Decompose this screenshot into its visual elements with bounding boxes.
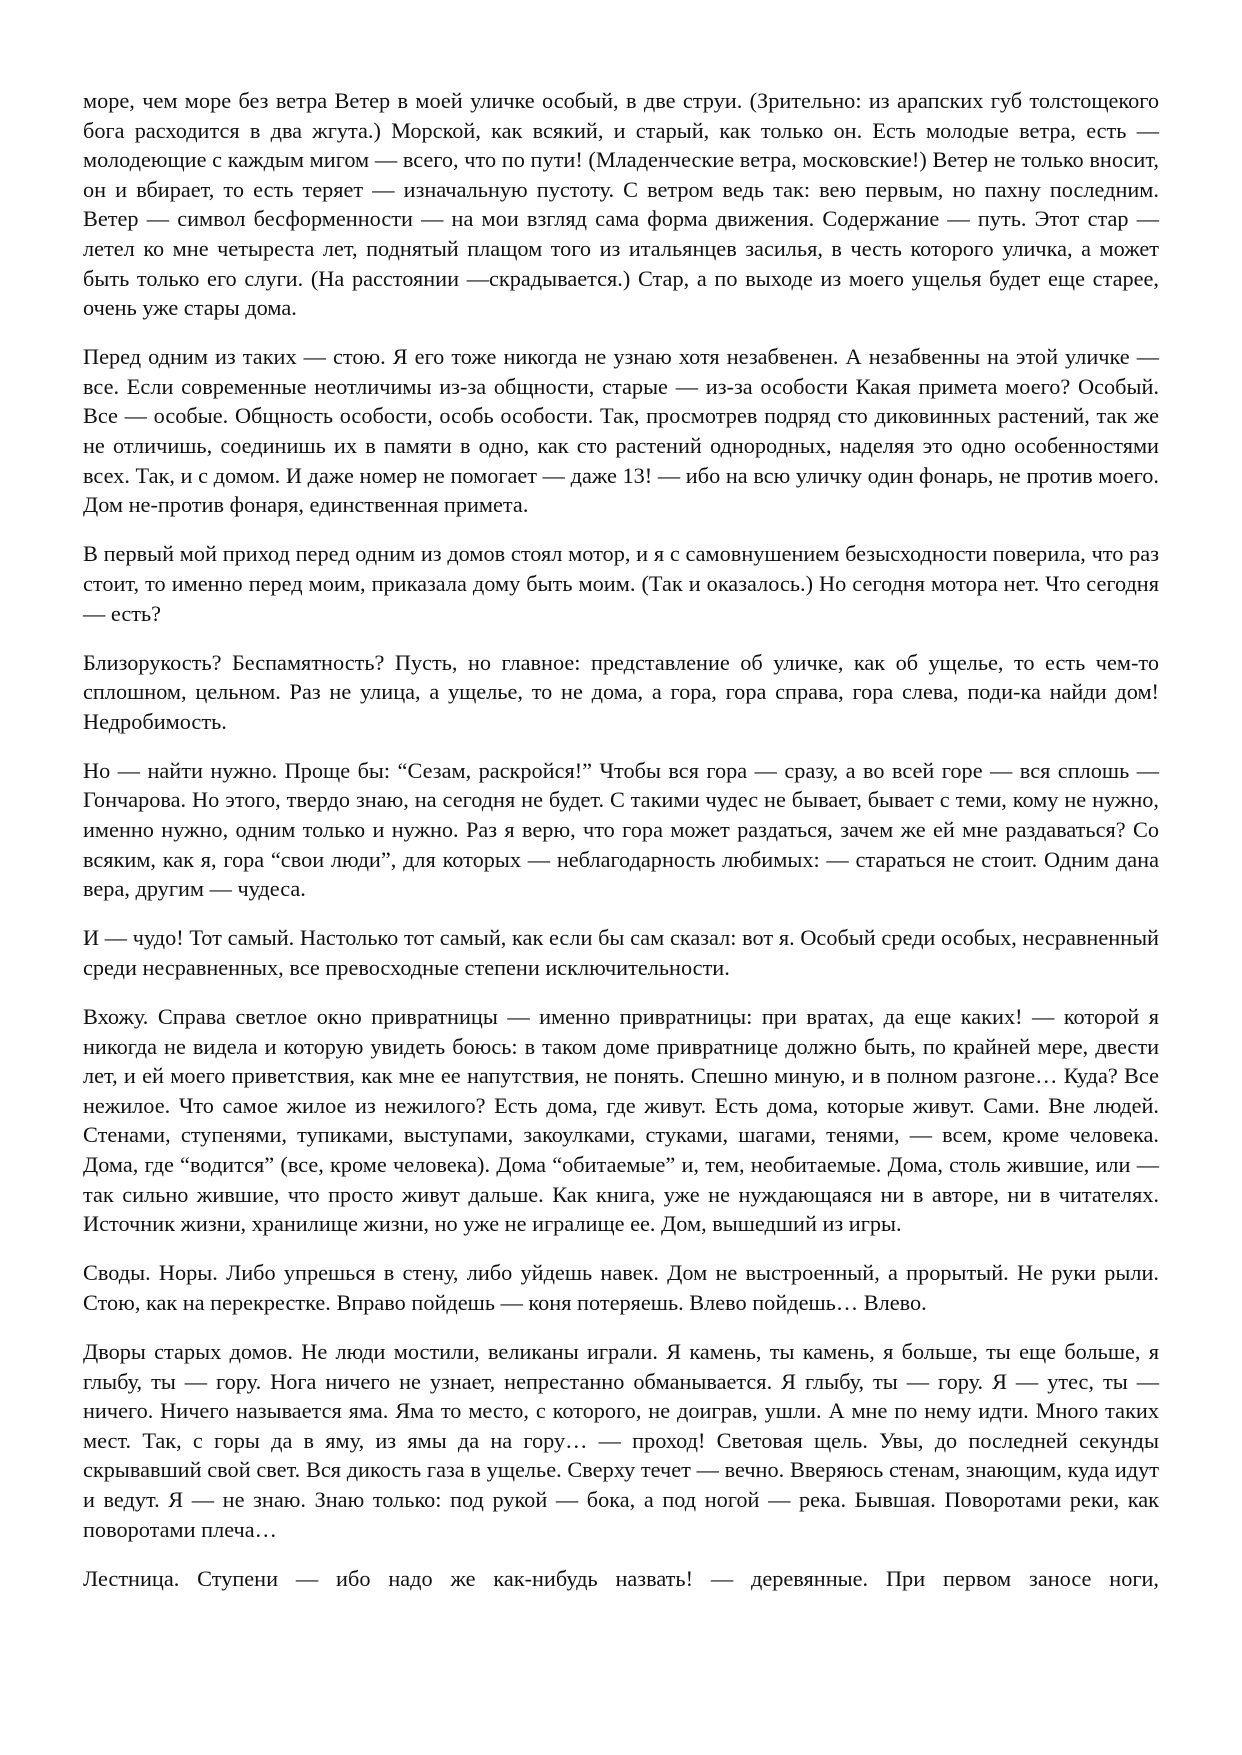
document-page [83,86,1159,1593]
paragraph-9: Дворы старых домов. Не люди мостили, великаны играли. Я камень, ты камень, я больше, ты еще больше, я глыбу, ты — гору. Нога ничего не узнает, непрестанно обманывается. Я глыбу, ты — гору. Я — утес, ты — ничего. Ничего называется яма. Яма то место, с которого, не доиграв, ушли. А мне по нему идти. Много таких мест. Так, с горы да в яму, из ямы да на гору… — проход! Световая щель. Увы, до последней секунды скрывавший свой свет. Вся дикость газа в ущелье. Сверху течет — вечно. Вверяюсь стенам, знающим, куда идут и ведут. Я — не знаю. Знаю только: под рукой — бока, а под ногой — река. Бывшая. Поворотами реки, как поворотами плеча… [83,1338,1159,1542]
paragraph-2: Перед одним из таких — стою. Я его тоже никогда не узнаю хотя незабвенен. А незабвенны на этой уличке — все. Если современные неотличимы из-за общности, старые — из-за особости Какая примета моего? Особый. Все — особые. Общность особости, особь особости. Так, просмотрев подряд сто диковинных растений, так же не отличишь, соединишь их в памяти в одно, как сто растений однородных, наделяя это одно особенностями всех. Так, и с домом. И даже номер не помогает — даже 13! — ибо на всю уличку один фонарь, не против моего. Дом не-против фонаря, единственная примета. [83,344,1159,518]
paragraph-6: И — чудо! Тот самый. Настолько тот самый, как если бы сам сказал: вот я. Особый среди особых, несравненный среди несравненных, все превосходные степени исключительности. [83,925,1159,980]
paragraph-1: море, чем море без ветра Ветер в моей уличке особый, в две струи. (Зрительно: из арапских губ толстощекого бога расходится в два жгута.) Морской, как всякий, и старый, как только он. Есть молодые ветра, есть —молодеющие с каждым мигом — всего, что по пути! (Младенческие ветра, московские!) Ветер не только вносит, он и вбирает, то есть теряет — изначальную пустоту. С ветром ведь так: вею первым, но пахну последним. Ветер — символ бесформенности — на мои взгляд сама форма движения. Содержание — путь. Этот стар — летел ко мне четыреста лет, поднятый плащом того из итальянцев засилья, в честь которого уличка, а может быть только его слуги. (На расстоянии —скрадывается.) Стар, а по выходе из моего ущелья будет еще старее, очень уже стары дома. [83,88,1159,321]
paragraph-8: Своды. Норы. Либо упрешься в стену, либо уйдешь навек. Дом не выстроенный, а прорытый. Не руки рыли. Стою, как на перекрестке. Вправо пойдешь — коня потеряешь. Влево пойдешь… Влево. [83,1260,1159,1315]
paragraph-5: Но — найти нужно. Проще бы: “Сезам, раскройся!” Чтобы вся гора — сразу, а во всей горе — вся сплошь — Гончарова. Но этого, твердо знаю, на сегодня не будет. С такими чудес не бывает, бывает с теми, кому не нужно, именно нужно, одним только и нужно. Раз я верю, что гора может раздаться, зачем же ей мне раздаваться? Со всяким, как я, гора “свои люди”, для которых — неблагодарность любимых: — стараться не стоит. Одним дана вера, другим — чудеса. [83,757,1159,902]
paragraph-7: Вхожу. Справа светлое окно привратницы — именно привратницы: при вратах, да еще каких! — которой я никогда не видела и которую увидеть боюсь: в таком доме привратнице должно быть, по крайней мере, двести лет, и ей моего приветствия, как мне ее напутствия, не понять. Спешно миную, и в полном разгоне… Куда? Все нежилое. Что самое жилое из нежилого? Есть дома, где живут. Есть дома, которые живут. Сами. Вне людей. Стенами, ступенями, тупиками, выступами, закоулками, стуками, шагами, тенями, — всем, кроме человека. Дома, где “водится” (все, кроме человека). Дома “обитаемые” и, тем, необитаемые. Дома, столь жившие, или — так сильно жившие, что просто живут дальше. Как книга, уже не нуждающаяся ни в авторе, ни в читателях. Источник жизни, хранилище жизни, но уже не игралище ее. Дом, вышедший из игры. [83,1004,1159,1237]
paragraph-4: Близорукость? Беспамятность? Пусть, но главное: представление об уличке, как об ущелье, то есть чем-то сплошном, цельном. Раз не улица, а ущелье, то не дома, а гора, гора справа, гора слева, поди-ка найди дом! Недробимость. [83,649,1159,734]
paragraph-3: В первый мой приход перед одним из домов стоял мотор, и я с самовнушением безысходности поверила, что раз стоит, то именно перед моим, приказала дому быть моим. (Так и оказалось.) Но сегодня мотора нет. Что сегодня — есть? [83,541,1159,626]
paragraph-10: Лестница. Ступени — ибо надо же как-нибудь назвать! — деревянные. При первом заносе ноги, [83,1565,1159,1591]
